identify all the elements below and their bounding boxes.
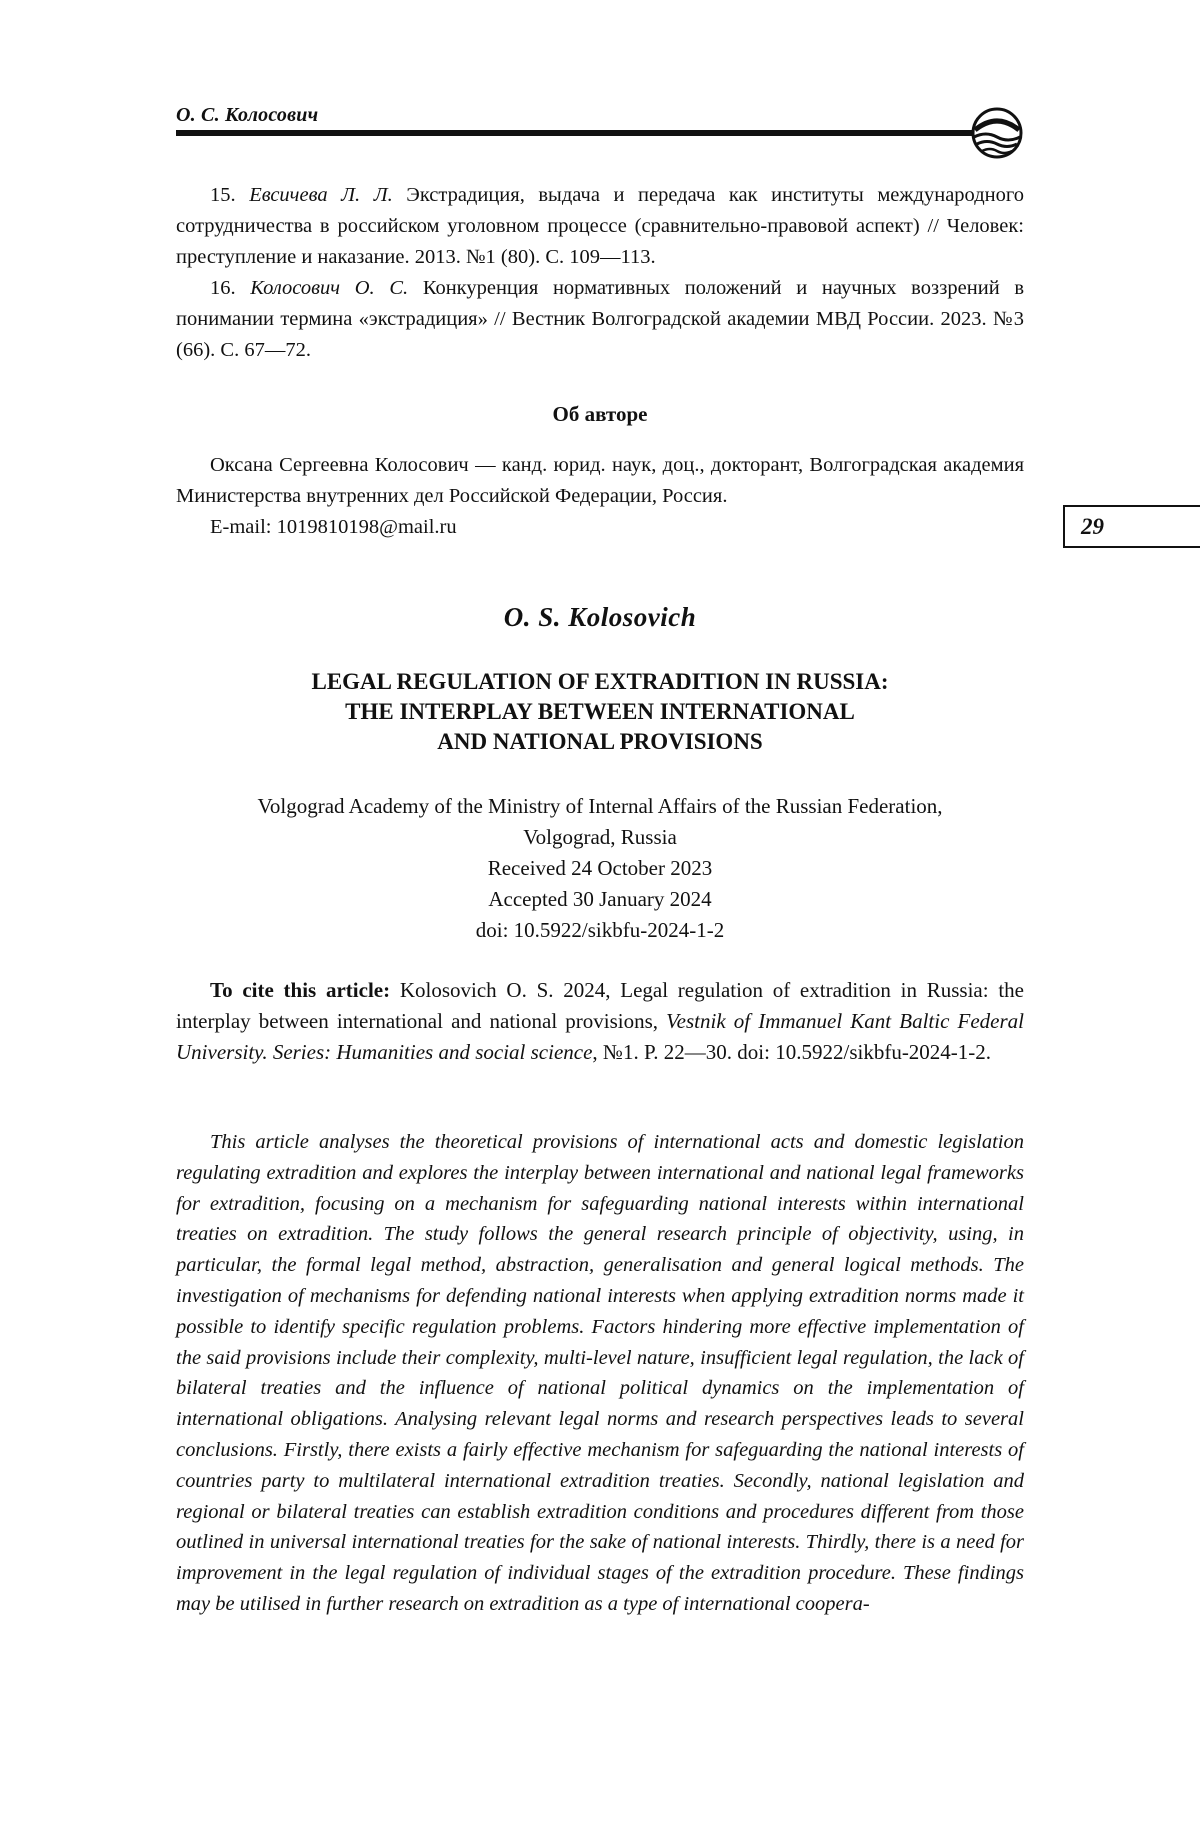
reference-item (176, 180, 1024, 273)
citation-block (176, 975, 1024, 1068)
reference-text: Конкуренция нормативных положений и научных воззрений в понимании термина «экстрадиция» // Вестник Волгоградской академии МВД России. 2023. №3 (66). С. 67—72. (176, 277, 1025, 361)
reference-author: Евсичева Л. Л. (249, 184, 393, 206)
citation-body: Kolosovich O. S. 2024, Legal regulation of extradition in Russia: the interplay between international and national provisions, (176, 978, 1024, 1033)
about-author-heading: Об авторе (552, 402, 648, 426)
affiliation-line: Volgograd Academy of the Ministry of Internal Affairs of the Russian Federation, (257, 794, 943, 818)
about-author-text: Оксана Сергеевна Колосович — канд. юрид. наук, доц., докторант, Волгоградская академия Министерства внутренних дел Российской Федерации, Россия. (176, 454, 1024, 507)
article-author: O. S. Kolosovich (503, 602, 697, 632)
english-author-block (176, 602, 1024, 633)
citation-text (176, 975, 1024, 1068)
reference-author: Колосович О. С. (250, 277, 409, 299)
title-line: LEGAL REGULATION OF EXTRADITION IN RUSSIA: (311, 669, 889, 694)
title-line: THE INTERPLAY BETWEEN INTERNATIONAL (345, 699, 855, 724)
author-email: E-mail: 1019810198@mail.ru (210, 516, 457, 538)
references-list (176, 180, 1024, 366)
reference-number: 15. (210, 184, 236, 206)
affiliation-block (176, 791, 1024, 946)
citation-journal: Vestnik of Immanuel Kant Baltic Federal University. Series: Humanities and social science (176, 1009, 1024, 1064)
title-line: AND NATIONAL PROVISIONS (437, 729, 763, 754)
citation-label: To cite this article: (210, 978, 391, 1002)
article-doi: doi: 10.5922/sikbfu-2024-1-2 (475, 918, 725, 942)
header-rule (176, 130, 973, 135)
article-title (176, 667, 1024, 757)
page-number: 29 (1081, 514, 1104, 539)
reference-item (176, 273, 1024, 366)
reference-text: Экстрадиция, выдача и передача как институты международного сотрудничества в российском уголовном процессе (сравнительно-правовой аспект) // Человек: преступление и наказание. 2013. №1 (80). С. 109—113. (176, 184, 1025, 268)
running-head: О. С. Колосович (176, 104, 319, 126)
page-number-box (1063, 505, 1200, 548)
affiliation-city: Volgograd, Russia (523, 825, 677, 849)
journal-logo-icon (968, 104, 1026, 162)
received-date: Received 24 October 2023 (487, 856, 713, 880)
abstract-block (176, 1127, 1024, 1620)
about-author-section (176, 402, 1024, 427)
abstract-text: This article analyses the theoretical provisions of international acts and domestic legislation regulating extradition and explores the interplay between international and national legal frameworks for extradition, focusing on a mechanism for safeguarding national interests within international treaties on extradition. The study follows the general research principle of objectivity, using, in particular, the formal legal method, abstraction, generalisation and general logical methods. The investigation of mechanisms for defending national interests when applying extradition norms made it possible to identify specific regulation problems. Factors hindering more effective implementation of the said provisions include their complexity, multi-level nature, insufficient legal regulation, the lack of bilateral treaties and the influence of national political dynamics on the implementation of international obligations. Analysing relevant legal norms and research perspectives leads to several conclusions. Firstly, there exists a fairly effective mechanism for safeguarding the national interests of countries party to multilateral international extradition treaties. Secondly, national legislation and regional or bilateral treaties can establish extradition conditions and procedures different from those outlined in universal international treaties for the sake of national interests. Thirdly, there is a need for improvement in the legal regulation of individual stages of the extradition procedure. These findings may be utilised in further research on extradition as a type of international coopera- (176, 1131, 1024, 1615)
about-author-body (176, 450, 1024, 543)
reference-number: 16. (210, 277, 236, 299)
accepted-date: Accepted 30 January 2024 (488, 887, 712, 911)
citation-tail: , №1. P. 22—30. doi: 10.5922/sikbfu-2024-1-2. (592, 1040, 992, 1064)
